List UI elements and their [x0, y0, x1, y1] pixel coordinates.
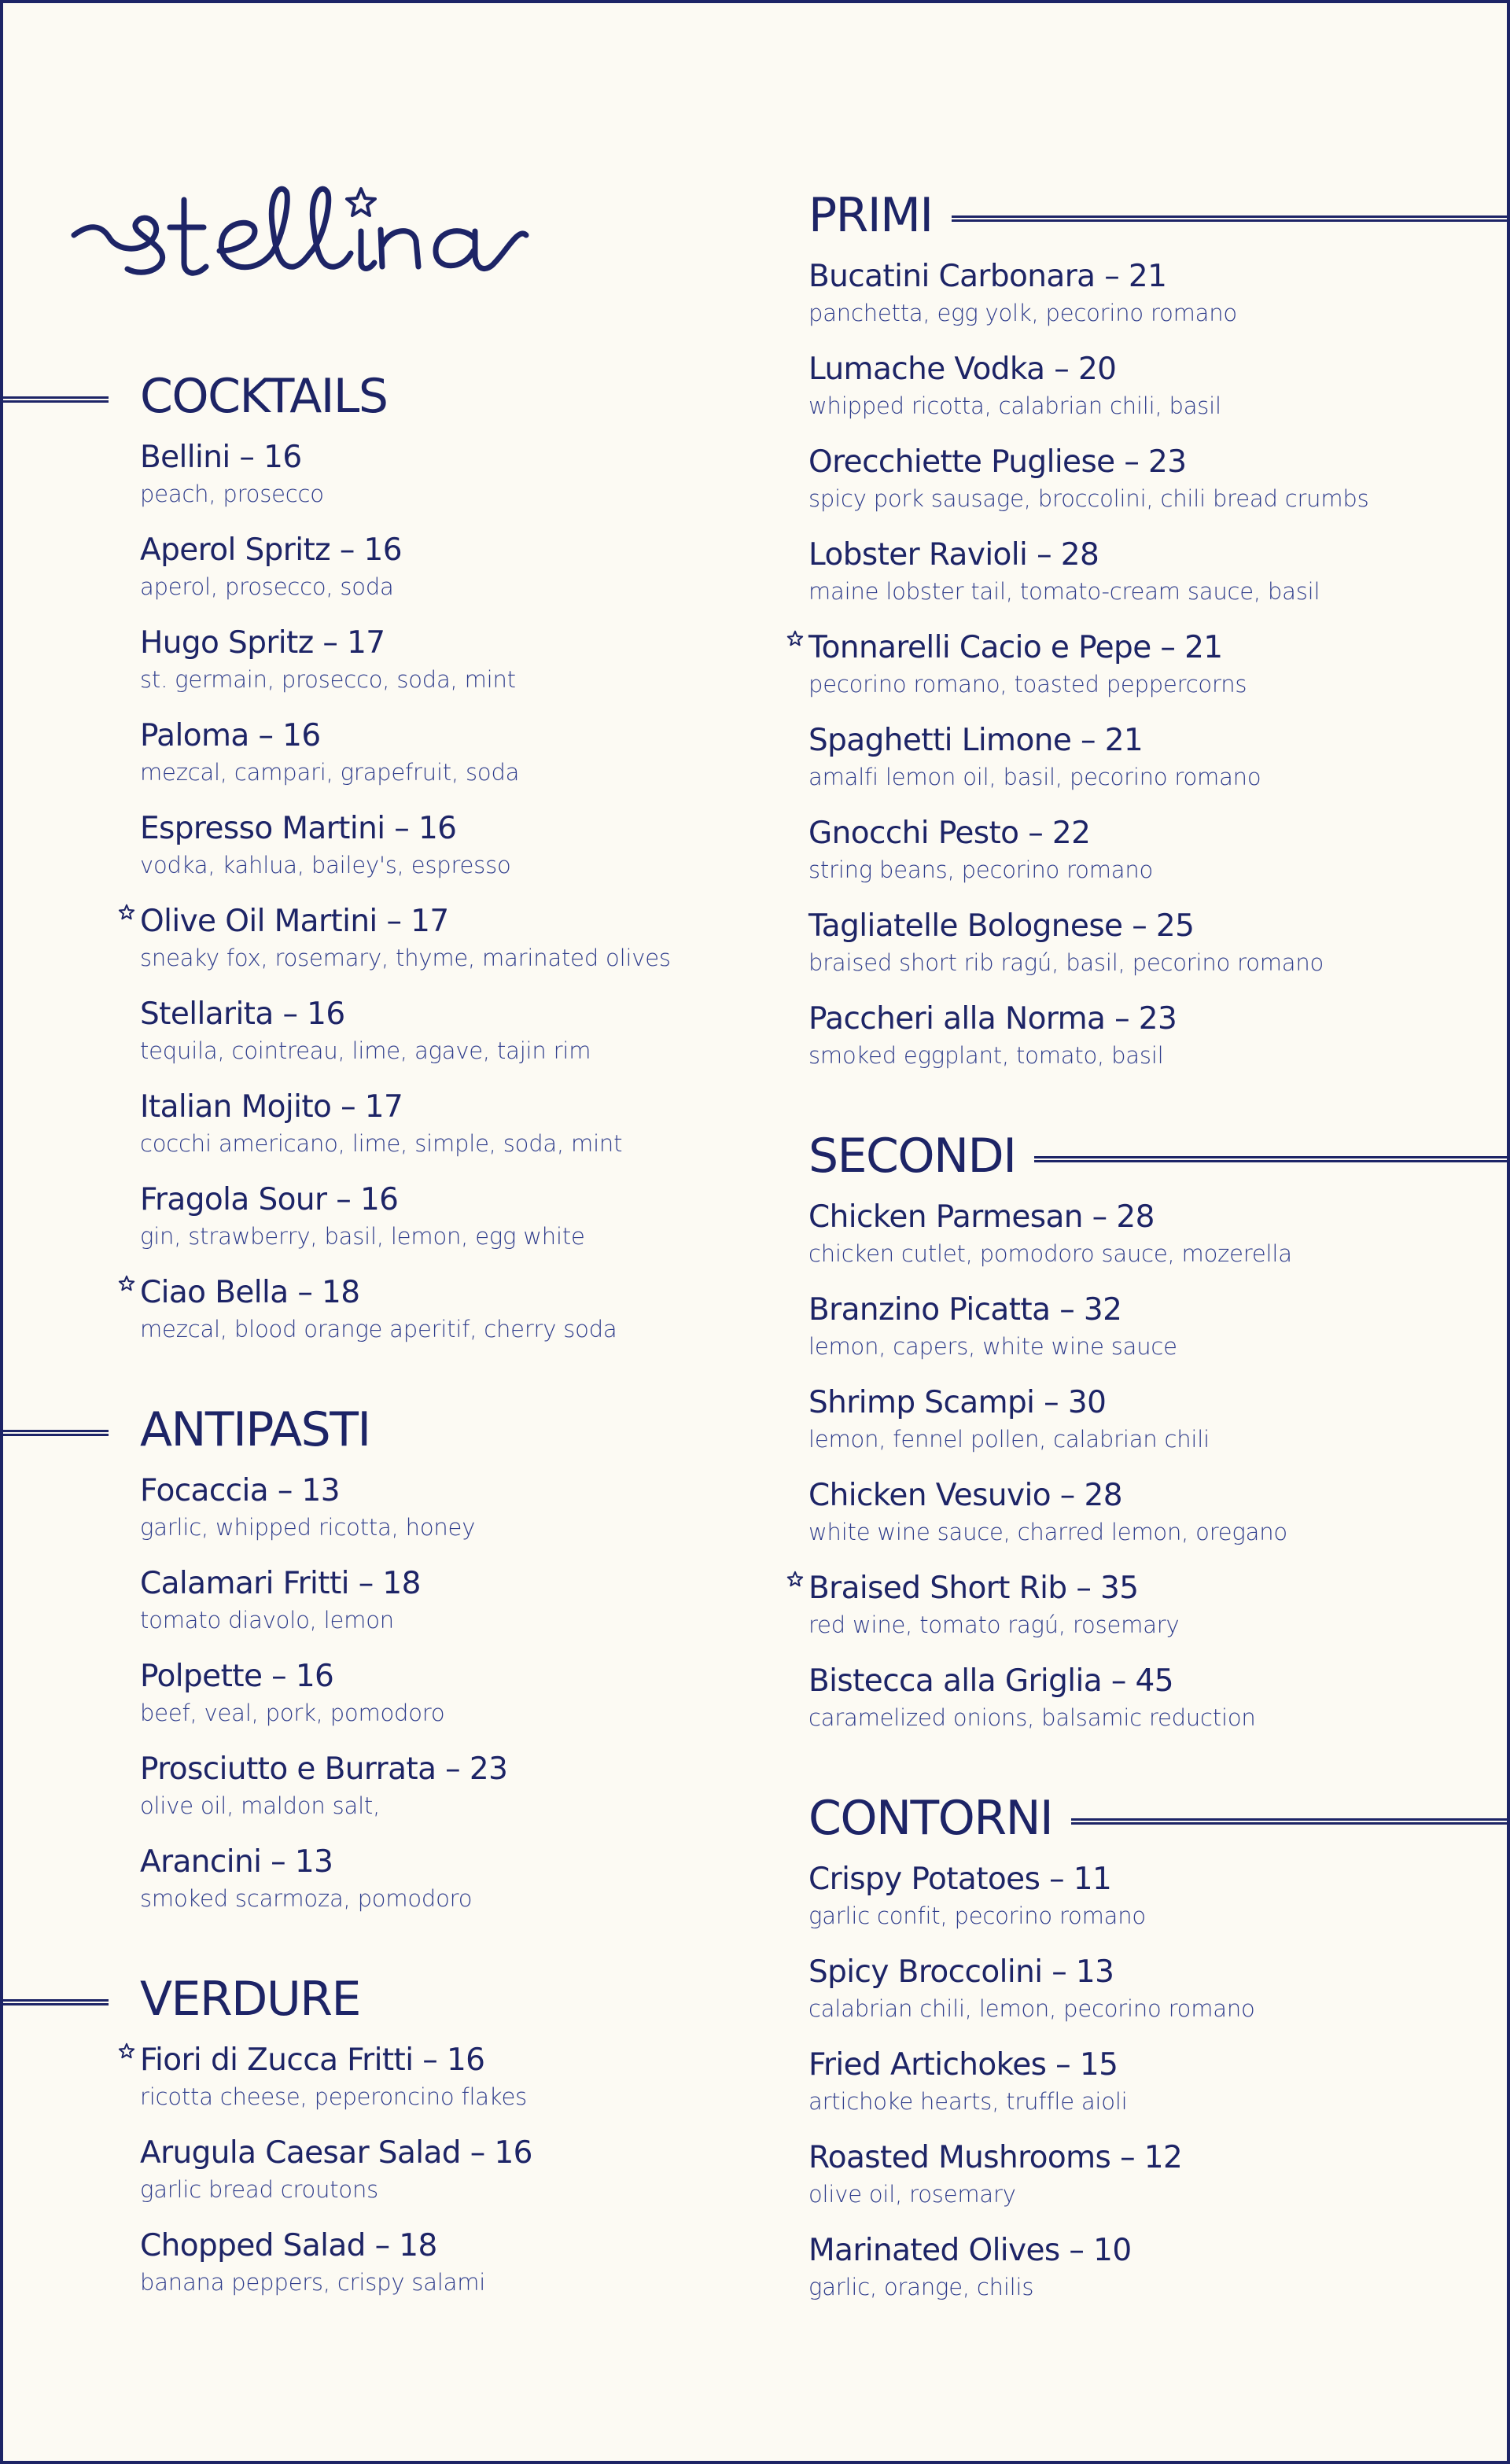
menu-item	[140, 617, 738, 710]
left-column	[140, 361, 738, 2313]
menu-item-name: Braised Short Rib – 35	[808, 1571, 1139, 1606]
menu-item-description: sneaky fox, rosemary, thyme, marinated olives	[140, 945, 671, 971]
menu-item-description: gin, strawberry, basil, lemon, egg white	[140, 1223, 585, 1250]
menu-item-name: Lumache Vodka – 20	[808, 352, 1117, 387]
menu-item	[808, 993, 1501, 1086]
menu-item-name: Bellini – 16	[140, 440, 302, 475]
menu-item	[808, 901, 1501, 993]
menu-item-name: Italian Mojito – 17	[140, 1089, 403, 1125]
menu-item-name: Roasted Mushrooms – 12	[808, 2140, 1183, 2175]
menu-item-name: Aperol Spritz – 16	[140, 532, 402, 568]
menu-item	[808, 1191, 1501, 1284]
menu-item-description: amalfi lemon oil, basil, pecorino romano	[808, 764, 1261, 790]
menu-item	[140, 2220, 738, 2313]
section-secondi	[808, 1121, 1501, 1748]
section-rule	[1071, 1818, 1510, 1825]
menu-item	[808, 1284, 1501, 1377]
menu-item	[808, 2225, 1501, 2318]
section-antipasti	[140, 1394, 738, 1929]
menu-item	[808, 2132, 1501, 2225]
menu-item	[140, 1651, 738, 1744]
menu-item	[140, 2127, 738, 2220]
section-rule	[3, 1999, 109, 2005]
menu-item-description: panchetta, egg yolk, pecorino romano	[808, 300, 1237, 326]
menu-item-name: Lobster Ravioli – 28	[808, 537, 1099, 573]
star-icon	[118, 904, 135, 921]
menu-item-name: Tonnarelli Cacio e Pepe – 21	[808, 630, 1223, 665]
menu-item-description: aperol, prosecco, soda	[140, 573, 394, 600]
section-cocktails	[140, 361, 738, 1360]
section-rule	[3, 396, 109, 403]
menu-item-name: Arugula Caesar Salad – 16	[140, 2135, 532, 2171]
section-title-primi: PRIMI	[808, 180, 1501, 251]
menu-item-name: Focaccia – 13	[140, 1473, 340, 1508]
menu-item-description: braised short rib ragú, basil, pecorino romano	[808, 949, 1324, 976]
section-title-antipasti: ANTIPASTI	[140, 1394, 738, 1465]
menu-item	[808, 622, 1501, 715]
menu-item-name: Spicy Broccolini – 13	[808, 1954, 1114, 1990]
star-icon	[786, 630, 804, 647]
menu-item-description: mezcal, campari, grapefruit, soda	[140, 759, 520, 786]
menu-item-description: garlic, whipped ricotta, honey	[140, 1514, 476, 1541]
menu-item-description: cocchi americano, lime, simple, soda, mint	[140, 1130, 623, 1157]
menu-item	[140, 896, 738, 989]
menu-item-name: Fiori di Zucca Fritti – 16	[140, 2042, 485, 2078]
menu-item-description: mezcal, blood orange aperitif, cherry soda	[140, 1316, 617, 1342]
menu-item-name: Chopped Salad – 18	[140, 2228, 437, 2263]
menu-item	[808, 344, 1501, 436]
menu-item-name: Bucatini Carbonara – 21	[808, 259, 1167, 294]
menu-item-description: chicken cutlet, pomodoro sauce, mozerella	[808, 1240, 1292, 1267]
menu-item-name: Crispy Potatoes – 11	[808, 1862, 1112, 1897]
menu-item	[140, 1267, 738, 1360]
menu-item	[140, 1465, 738, 1558]
menu-item-description: tomato diavolo, lemon	[140, 1607, 394, 1633]
section-rule	[3, 1430, 109, 1436]
section-rule	[952, 215, 1510, 222]
menu-item-name: Fried Artichokes – 15	[808, 2047, 1118, 2083]
menu-item	[140, 1174, 738, 1267]
menu-item	[808, 1656, 1501, 1748]
menu-item-name: Branzino Picatta – 32	[808, 1292, 1122, 1328]
menu-item	[808, 2039, 1501, 2132]
menu-item-description: olive oil, maldon salt,	[140, 1792, 381, 1819]
menu-item-name: Paccheri alla Norma – 23	[808, 1001, 1177, 1037]
menu-item	[140, 803, 738, 896]
section-title-cocktails: COCKTAILS	[140, 361, 738, 432]
section-title-verdure: VERDURE	[140, 1964, 738, 2035]
star-icon	[118, 2042, 135, 2060]
menu-item-name: Orecchiette Pugliese – 23	[808, 444, 1187, 480]
menu-item	[808, 251, 1501, 344]
menu-item	[140, 2035, 738, 2127]
right-column	[808, 180, 1501, 2318]
menu-item-description: smoked eggplant, tomato, basil	[808, 1042, 1164, 1069]
menu-item-description: maine lobster tail, tomato-cream sauce, basil	[808, 578, 1320, 605]
menu-item	[140, 1558, 738, 1651]
menu-item	[808, 1947, 1501, 2039]
section-primi	[808, 180, 1501, 1086]
menu-item-description: lemon, fennel pollen, calabrian chili	[808, 1426, 1210, 1453]
menu-item-name: Bistecca alla Griglia – 45	[808, 1663, 1173, 1699]
menu-item-name: Tagliatelle Bolognese – 25	[808, 908, 1195, 944]
menu-item-name: Prosciutto e Burrata – 23	[140, 1751, 508, 1787]
menu-item-description: garlic bread croutons	[140, 2176, 379, 2203]
star-icon	[786, 1571, 804, 1588]
menu-item-name: Shrimp Scampi – 30	[808, 1385, 1107, 1420]
menu-item-name: Chicken Parmesan – 28	[808, 1199, 1155, 1235]
section-contorni	[808, 1783, 1501, 2318]
menu-item	[808, 1854, 1501, 1947]
menu-item	[808, 436, 1501, 529]
menu-item-description: white wine sauce, charred lemon, oregano	[808, 1519, 1287, 1545]
menu-item-name: Chicken Vesuvio – 28	[808, 1478, 1122, 1513]
section-verdure	[140, 1964, 738, 2313]
menu-item-name: Marinated Olives – 10	[808, 2233, 1132, 2268]
menu-item-description: red wine, tomato ragú, rosemary	[808, 1611, 1180, 1638]
menu-item-description: pecorino romano, toasted peppercorns	[808, 671, 1247, 698]
menu-item-name: Polpette – 16	[140, 1659, 334, 1694]
menu-item-description: lemon, capers, white wine sauce	[808, 1333, 1177, 1360]
menu-item-description: whipped ricotta, calabrian chili, basil	[808, 392, 1221, 419]
menu-item-name: Ciao Bella – 18	[140, 1275, 360, 1310]
menu-item-description: peach, prosecco	[140, 481, 324, 507]
menu-item	[808, 1377, 1501, 1470]
menu-item-description: st. germain, prosecco, soda, mint	[140, 666, 516, 693]
menu-item-name: Spaghetti Limone – 21	[808, 723, 1144, 758]
menu-item-description: string beans, pecorino romano	[808, 856, 1154, 883]
menu-item-name: Espresso Martini – 16	[140, 811, 457, 846]
menu-item	[808, 1563, 1501, 1656]
menu-item-description: artichoke hearts, truffle aioli	[808, 2088, 1128, 2115]
menu-item	[808, 529, 1501, 622]
menu-item-description: calabrian chili, lemon, pecorino romano	[808, 1995, 1255, 2022]
menu-item-description: beef, veal, pork, pomodoro	[140, 1700, 445, 1726]
menu-item-description: ricotta cheese, peperoncino flakes	[140, 2083, 527, 2110]
section-title-contorni: CONTORNI	[808, 1783, 1501, 1854]
menu-item-description: vodka, kahlua, bailey's, espresso	[140, 852, 511, 878]
stellina-logo	[66, 153, 648, 294]
menu-item	[140, 710, 738, 803]
menu-item	[808, 808, 1501, 901]
menu-item-description: spicy pork sausage, broccolini, chili bread crumbs	[808, 485, 1369, 512]
menu-item	[140, 1744, 738, 1836]
menu-item-description: olive oil, rosemary	[808, 2181, 1016, 2208]
menu-item-description: garlic confit, pecorino romano	[808, 1902, 1146, 1929]
menu-item-description: banana peppers, crispy salami	[140, 2269, 486, 2296]
menu-item-name: Stellarita – 16	[140, 996, 345, 1032]
menu-item	[808, 715, 1501, 808]
menu-item-name: Fragola Sour – 16	[140, 1182, 399, 1217]
menu-item	[140, 525, 738, 617]
menu-item-name: Hugo Spritz – 17	[140, 625, 385, 661]
menu-item	[140, 432, 738, 525]
menu-item	[140, 989, 738, 1081]
menu-item-description: smoked scarmoza, pomodoro	[140, 1885, 473, 1912]
menu-item-name: Calamari Fritti – 18	[140, 1566, 421, 1601]
menu-item	[140, 1836, 738, 1929]
menu-item	[808, 1470, 1501, 1563]
menu-item-name: Olive Oil Martini – 17	[140, 904, 449, 939]
menu-item-name: Paloma – 16	[140, 718, 321, 753]
section-rule	[1034, 1156, 1510, 1162]
section-title-secondi: SECONDI	[808, 1121, 1501, 1191]
menu-item-description: caramelized onions, balsamic reduction	[808, 1704, 1256, 1731]
menu-item	[140, 1081, 738, 1174]
menu-item-name: Arancini – 13	[140, 1844, 333, 1880]
star-icon	[118, 1275, 135, 1292]
menu-item-description: tequila, cointreau, lime, agave, tajin rim	[140, 1037, 591, 1064]
menu-item-name: Gnocchi Pesto – 22	[808, 816, 1091, 851]
menu-item-description: garlic, orange, chilis	[808, 2274, 1034, 2300]
